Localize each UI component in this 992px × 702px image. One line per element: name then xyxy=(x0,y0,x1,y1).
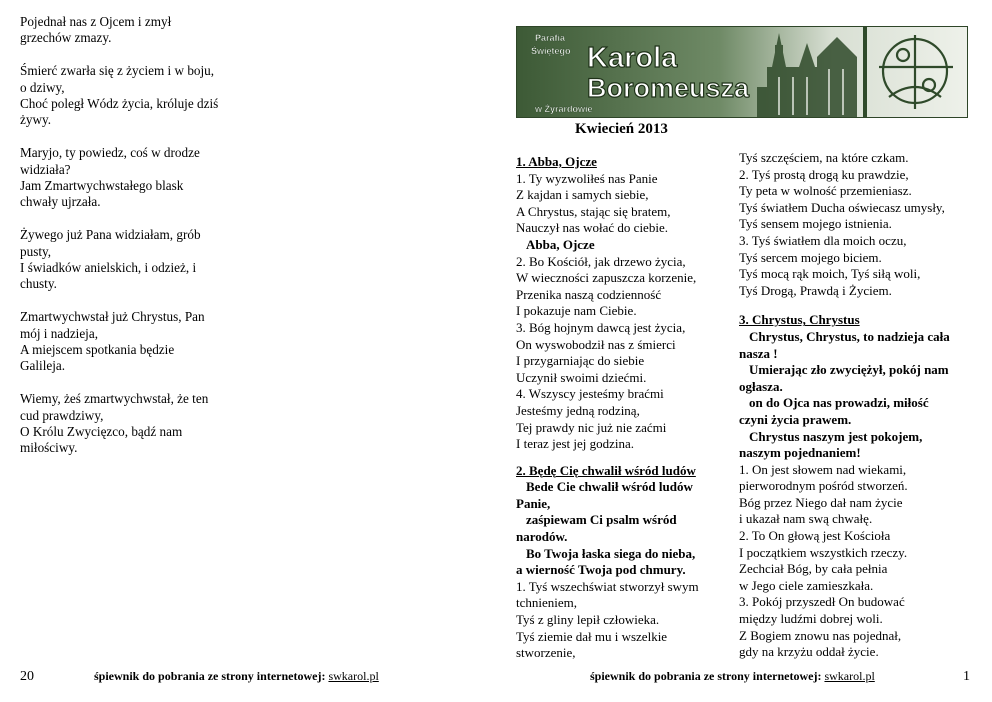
lyric-line: 1. Tyś wszechświat stworzył swym xyxy=(516,578,699,594)
lyric-line: chusty. xyxy=(20,276,57,292)
banner-parafia: Parafia xyxy=(535,33,566,43)
stanza xyxy=(20,145,245,211)
lyric-line: 2. Bo Kościół, jak drzewo życia, xyxy=(516,253,686,269)
lyric-line: I teraz jest jej godzina. xyxy=(516,436,635,452)
banner-swietego: Świętego xyxy=(531,46,571,56)
banner-name1: Karola xyxy=(587,42,678,74)
lyric-line: mój i nadzieja, xyxy=(20,325,98,341)
song-title: 3. Chrystus, Chrystus xyxy=(739,312,860,328)
refrain-line: Panie, xyxy=(516,495,551,511)
lyric-line: Galileja. xyxy=(20,358,66,374)
lyric-line: Tej prawdy nic już nie zaćmi xyxy=(516,419,667,435)
right-footer xyxy=(590,669,875,684)
month-heading: Kwiecień 2013 xyxy=(575,121,668,137)
stanza xyxy=(20,391,245,457)
lyric-line: cud prawdziwy, xyxy=(20,407,104,423)
refrain-line: Bo Twoja łaska siega do nieba, xyxy=(526,545,696,561)
parish-banner xyxy=(516,26,968,118)
refrain-line: nasza ! xyxy=(739,345,778,361)
lyric-line: Śmierć zwarła się z życiem i w boju, xyxy=(20,63,215,79)
lyric-line: 3. Bóg hojnym dawcą jest życia, xyxy=(516,319,686,335)
lyric-line: Jam Zmartwychwstałego blask xyxy=(20,178,184,194)
lyric-line: Z kajdan i samych siebie, xyxy=(516,187,649,203)
lyric-line: Tyś sensem mojego istnienia. xyxy=(739,216,892,232)
lyrics-column-right xyxy=(739,150,974,661)
lyric-line: i ukazał nam swą chwałę. xyxy=(739,511,873,527)
lyric-line: Przenika naszą codzienność xyxy=(516,286,662,302)
refrain-line: Umierając zło zwyciężył, pokój nam xyxy=(749,362,949,378)
banner-name2: Boromeusza xyxy=(587,73,750,103)
lyric-line: Tyś szczęściem, na które czkam. xyxy=(739,150,909,165)
banner-graphic xyxy=(517,27,967,117)
lyric-line: Bóg przez Niego dał nam życie xyxy=(739,494,903,510)
lyric-line: Tyś sercem mojego biciem. xyxy=(739,249,882,265)
refrain-line: Abba, Ojcze xyxy=(526,236,595,252)
lyric-line: 2. To On głową jest Kościoła xyxy=(739,528,891,544)
lyric-line: Tyś Drogą, Prawdą i Życiem. xyxy=(739,282,892,298)
lyric-line: Choć poległ Wódz życia, króluje dziś xyxy=(20,96,219,112)
lyric-line: 1. On jest słowem nad wiekami, xyxy=(739,461,907,477)
lyric-line: Tyś ziemie dał mu i wszelkie xyxy=(516,628,668,644)
lyric-line: I początkiem wszystkich rzeczy. xyxy=(739,544,908,560)
lyric-line: Uczynił swoimi dziećmi. xyxy=(516,369,647,385)
lyric-line: Jesteśmy jedną rodziną, xyxy=(516,402,640,418)
lyric-line: stworzenie, xyxy=(516,645,576,661)
refrain-line: naszym pojednaniem! xyxy=(739,445,861,461)
lyric-line: grzechów zmazy. xyxy=(20,30,112,46)
lyric-line: 4. Wszyscy jesteśmy braćmi xyxy=(516,386,664,402)
lyric-line: I świadków anielskich, i odzież, i xyxy=(20,260,197,276)
lyric-line: Zmartwychwstał już Chrystus, Pan xyxy=(20,309,205,325)
lyric-line: I przygarniając do siebie xyxy=(516,353,645,369)
right-page xyxy=(496,0,992,702)
lyric-line: A Chrystus, stając się bratem, xyxy=(516,203,671,219)
refrain-line: narodów. xyxy=(516,529,568,545)
lyric-line: widziała? xyxy=(20,161,71,177)
lyric-line: 1. Ty wyzwoliłeś nas Panie xyxy=(516,170,658,186)
spacer xyxy=(739,299,974,312)
lyric-line: Tyś światłem Ducha oświecasz umysły, xyxy=(739,199,945,215)
lyric-line: 3. Pokój przyszedł On budować xyxy=(739,594,905,610)
lyric-line: 3. Tyś światłem dla moich oczu, xyxy=(739,232,907,248)
refrain-line: ogłasza. xyxy=(739,378,783,394)
left-footer-label: śpiewnik do pobrania ze strony internetowej: xyxy=(94,669,326,683)
refrain-line: a wierność Twoja pod chmury. xyxy=(516,562,686,578)
lyric-line: Żywego już Pana widziałam, grób xyxy=(20,227,201,243)
right-footer-label: śpiewnik do pobrania ze strony internetowej: xyxy=(590,669,822,683)
refrain-line: Bede Cie chwalił wśród ludów xyxy=(526,479,693,495)
lyric-line: Zechciał Bóg, by cała pełnia xyxy=(739,561,888,577)
right-page-number: 1 xyxy=(963,669,970,684)
lyric-line: On wyswobodził nas z śmierci xyxy=(516,336,676,352)
left-footer xyxy=(94,669,379,684)
lyric-line: Nauczył nas wołać do ciebie. xyxy=(516,220,668,236)
song-title: 2. Będę Cię chwalił wśród ludów xyxy=(516,462,696,478)
stanza xyxy=(20,14,245,47)
spacer xyxy=(516,453,721,463)
lyric-line: pierworodnym pośród stworzeń. xyxy=(739,478,908,494)
lyric-line: między ludźmi dobrej woli. xyxy=(739,611,883,627)
lyric-line: Pojednał nas z Ojcem i zmył xyxy=(20,14,172,29)
right-footer-link[interactable]: swkarol.pl xyxy=(824,669,875,683)
left-page-number: 20 xyxy=(20,669,34,684)
lyric-line: tchnieniem, xyxy=(516,595,578,611)
stanza xyxy=(20,227,245,293)
song-title: 1. Abba, Ojcze xyxy=(516,154,597,169)
lyric-line: O Królu Zwycięzco, bądź nam xyxy=(20,424,183,440)
left-page-lyrics xyxy=(20,14,245,473)
lyric-line: 2. Tyś prostą drogą ku prawdzie, xyxy=(739,166,909,182)
lyric-line: pusty, xyxy=(20,243,52,259)
left-footer-link[interactable]: swkarol.pl xyxy=(328,669,379,683)
lyric-line: w Jego ciele zamieszkała. xyxy=(739,577,874,593)
lyric-line: A miejscem spotkania będzie xyxy=(20,342,175,358)
refrain-line: czyni życia prawem. xyxy=(739,411,852,427)
stanza xyxy=(20,309,245,375)
lyric-line: żywy. xyxy=(20,112,52,128)
refrain-line: Chrystus naszym jest pokojem, xyxy=(749,428,923,444)
stanza xyxy=(20,63,245,129)
lyric-line: gdy na krzyżu oddał życie. xyxy=(739,644,879,660)
lyric-line: Ty peta w wolność przemieniasz. xyxy=(739,183,912,199)
lyrics-column-left xyxy=(516,154,721,662)
refrain-line: on do Ojca nas prowadzi, miłość xyxy=(749,395,929,411)
lyric-line: Z Bogiem znowu nas pojednał, xyxy=(739,627,902,643)
refrain-line: zaśpiewam Ci psalm wśród xyxy=(526,512,677,528)
banner-city: w Żyrardowie xyxy=(535,104,593,114)
lyric-line: Tyś mocą rąk moich, Tyś siłą woli, xyxy=(739,266,921,282)
lyric-line: Tyś z gliny lepił człowieka. xyxy=(516,612,660,628)
lyric-line: Maryjo, ty powiedz, coś w drodze xyxy=(20,145,200,161)
lyric-line: W wieczności zapuszcza korzenie, xyxy=(516,270,697,286)
lyric-line: o dziwy, xyxy=(20,79,65,95)
refrain-line: Chrystus, Chrystus, to nadzieja cała xyxy=(749,328,950,344)
lyric-line: I pokazuje nam Ciebie. xyxy=(516,303,637,319)
lyric-line: chwały ujrzała. xyxy=(20,194,101,210)
lyric-line: miłościwy. xyxy=(20,440,78,456)
lyric-line: Wiemy, żeś zmartwychwstał, że ten xyxy=(20,391,209,407)
